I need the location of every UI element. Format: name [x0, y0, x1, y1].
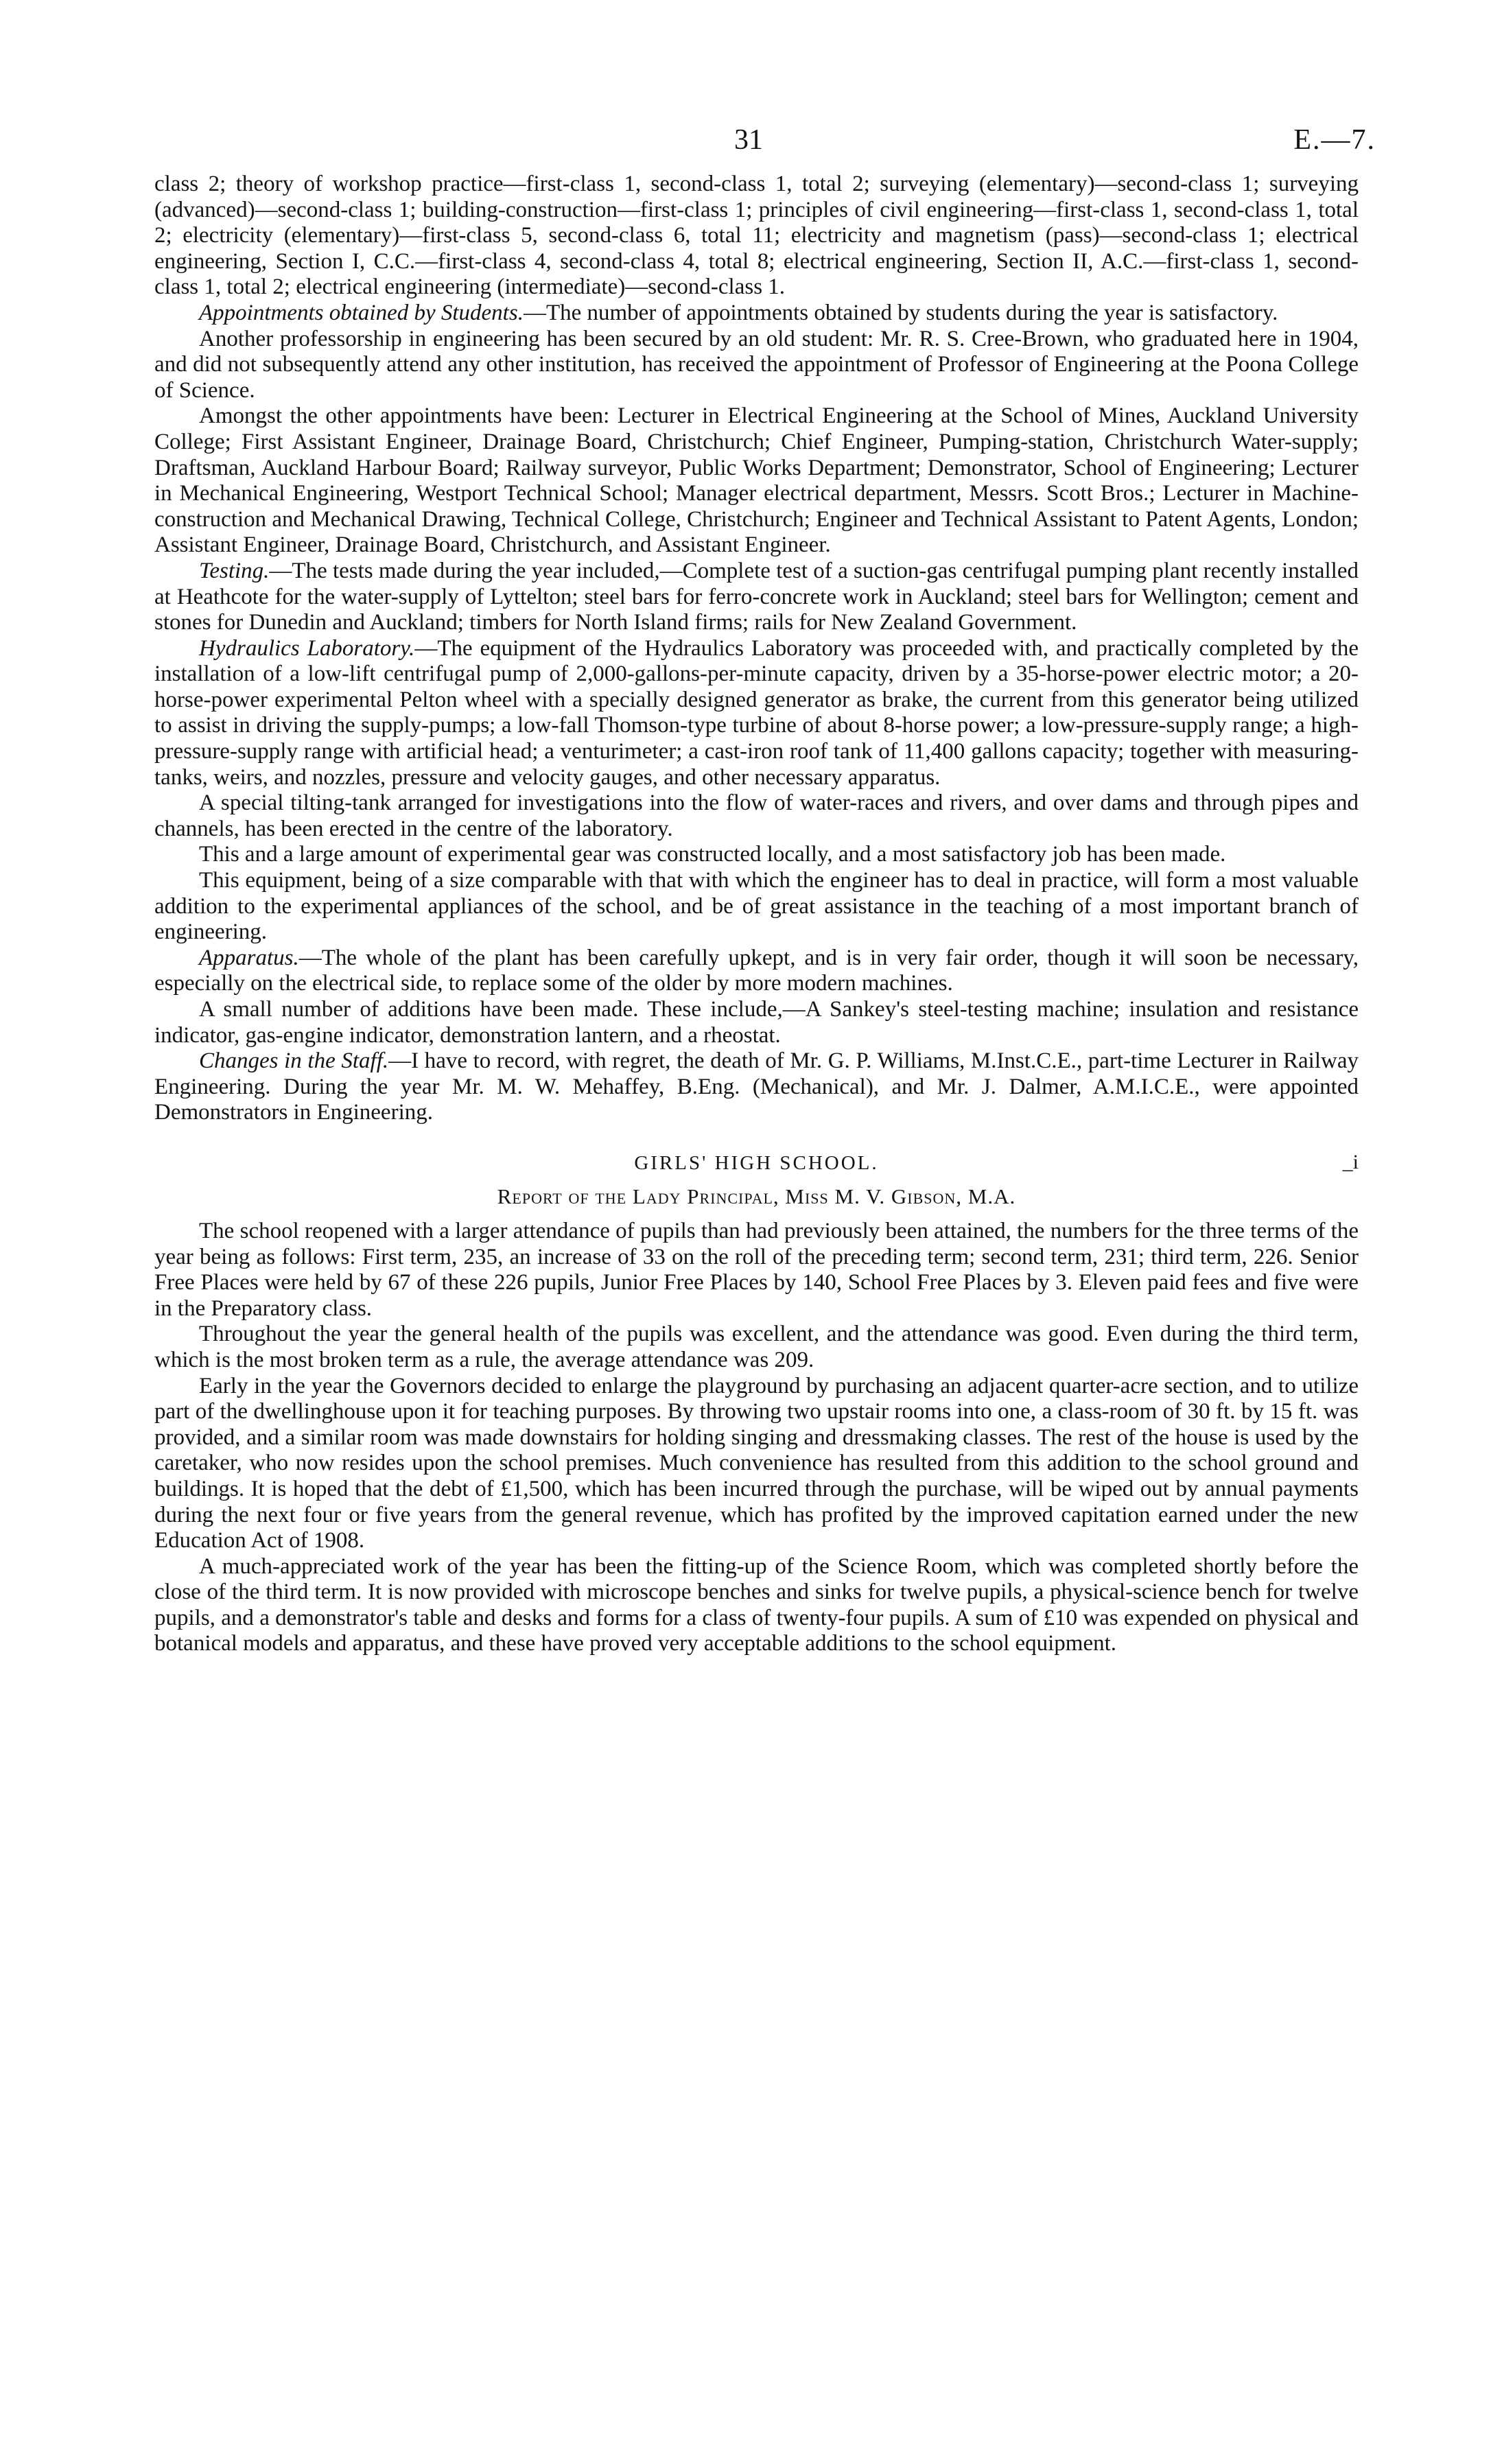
additions-paragraph: A small number of additions have been made. These include,—A Sankey's steel-testing machine; insulation and resistance indicator, gas-engine indicator, demonstration lantern, and a rheostat.: [154, 997, 1359, 1048]
page-header: [154, 124, 1376, 172]
gear-paragraph: This and a large amount of experimental gear was constructed locally, and a most satisfactory job has been made.: [199, 842, 1226, 867]
other-appointments-paragraph: Amongst the other appointments have been: Lecturer in Electrical Engineering at the School of Mines, Auckland University College; First Assistant Engineer, Drainage Board, Christchurch; Chief Engineer, Pumping-station, Christchurch Water-supply; Draftsman, Auckland Harbour Board; Railway surveyor, Public Works Department; Demonstrator, School of Engineering; Lecturer in Mechanical Engineering, Westport Technical School; Manager electrical department, Messrs. Scott Bros.; Lecturer in Machine-construction and Mechanical Drawing, Technical College, Christchurch; Engineer and Technical Assistant to Patent Agents, London; Assistant Engineer, Drainage Board, Christchurch, and Assistant Engineer.: [154, 403, 1359, 558]
professorship-paragraph: Another professorship in engineering has been secured by an old student: Mr. R. S. Cree-Brown, who graduated here in 1904, and did not subsequently attend any other institution, has received the appointment of Professor of Engineering at the Poona College of Science.: [154, 326, 1359, 403]
testing-lead: Testing.: [199, 558, 270, 583]
staff-paragraph: [154, 1048, 1359, 1126]
hydraulics-text: —The equipment of the Hydraulics Laboratory was proceeded with, and practically completed by the installation of a low-lift centrifugal pump of 2,000-gallons-per-minute capacity, driven by a 35-horse-power electric motor; a 20-horse-power experimental Pelton wheel with a specially designed generator as brake, the current from this generator being utilized to assist in driving the supply-pumps; a low-fall Thomson-type turbine of about 8-horse power; a low-pressure-supply range; a high-pressure-supply range with artificial head; a venturimeter; a cast-iron roof tank of 11,400 gallons capacity; together with measuring-tanks, weirs, and nozzles, pressure and velocity gauges, and other necessary apparatus.: [154, 635, 1359, 790]
appointments-text: —The number of appointments obtained by students during the year is satisfactory.: [523, 300, 1278, 325]
hydraulics-lead: Hydraulics Laboratory.: [199, 635, 415, 661]
document-page: [154, 124, 1376, 1657]
equipment-paragraph: This equipment, being of a size comparable with that with which the engineer has to deal in practice, will form a most valuable addition to the experimental appliances of the school, and be of great assistance in the teaching of a most important branch of engineering.: [154, 868, 1359, 945]
testing-text: —The tests made during the year included,—Complete test of a suction-gas centrifugal pumping plant recently installed at Heathcote for the water-supply of Lyttelton; steel bars for ferro-concrete work in Auckland; steel bars for Wellington; cement and stones for Dunedin and Auckland; timbers for North Island firms; rails for New Zealand Government.: [154, 558, 1359, 635]
appointments-lead: Appointments obtained by Students.: [199, 300, 524, 325]
apparatus-paragraph: [154, 946, 1359, 997]
report-title: Report of the Lady Principal, Miss M. V. Gibson, M.A.: [497, 1184, 1016, 1208]
staff-lead: Changes in the Staff.: [199, 1048, 389, 1074]
health-paragraph: Throughout the year the general health of the pupils was excellent, and the attendance was good. Even during the third term, which is the most broken term as a rule, the average attendance was 209.: [154, 1322, 1359, 1372]
engineering-section: [154, 172, 1359, 1126]
playground-paragraph: Early in the year the Governors decided to enlarge the playground by purchasing an adjacent quarter-acre section, and to utilize part of the dwellinghouse upon it for teaching purposes. By throwing two upstair rooms into one, a class-room of 30 ft. by 15 ft. was provided, and a similar room was made downstairs for holding singing and dressmaking classes. The rest of the house is used by the caretaker, who now resides upon the school premises. Much convenience has resulted from this addition to the school ground and buildings. It is hoped that the debt of £1,500, which has been incurred through the purchase, will be wiped out by annual payments during the next four or five years from the general revenue, which has profited by the improved capitation earned under the new Education Act of 1908.: [154, 1373, 1359, 1553]
intro-paragraph: class 2; theory of workshop practice—first-class 1, second-class 1, total 2; surveying (elementary)—second-class 1; surveying (advanced)—second-class 1; building-construction—first-class 1; principles of civil engineering—first-class 1, second-class 1, total 2; electricity (elementary)—first-class 5, second-class 6, total 11; electricity and magnetism (pass)—second-class 1; electrical engineering, Section I, C.C.—first-class 4, second-class 4, total 8; electrical engineering, Section II, A.C.—first-class 1, second-class 1, total 2; electrical engineering (intermediate)—second-class 1.: [154, 172, 1359, 300]
girls-school-heading-text: GIRLS' HIGH SCHOOL.: [634, 1151, 879, 1174]
page-number: 31: [734, 124, 763, 156]
document-reference: E.—7.: [1293, 124, 1376, 156]
testing-paragraph: [154, 559, 1359, 636]
reopened-paragraph: The school reopened with a larger attendance of pupils than had previously been attained, the numbers for the three terms of the year being as follows: First term, 235, an increase of 33 on the roll of the preceding term; second term, 231; third term, 226. Senior Free Places were held by 67 of these 226 pupils, Junior Free Places by 140, School Free Places by 3. Eleven paid fees and five were in the Preparatory class.: [154, 1218, 1359, 1321]
girls-school-heading: [154, 1152, 1359, 1175]
apparatus-lead: Apparatus.: [199, 945, 299, 970]
girls-school-section: [154, 1219, 1359, 1657]
tilting-tank-paragraph: A special tilting-tank arranged for investigations into the flow of water-races and rivers, and over dams and through pipes and channels, has been erected in the centre of the laboratory.: [154, 790, 1359, 841]
science-room-paragraph: A much-appreciated work of the year has been the fitting-up of the Science Room, which was completed shortly before the close of the third term. It is now provided with microscope benches and sinks for twelve pupils, a physical-science bench for twelve pupils, and a demonstrator's table and desks and forms for a class of twenty-four pupils. A sum of £10 was expended on physical and botanical models and apparatus, and these have proved very acceptable additions to the school equipment.: [154, 1553, 1359, 1656]
staff-text: —I have to record, with regret, the death of Mr. G. P. Williams, M.Inst.C.E., part-time Lecturer in Railway Engineering. During the year Mr. M. W. Mehaffey, B.Eng. (Mechanical), and Mr. J. Dalmer, A.M.I.C.E., were appointed Demonstrators in Engineering.: [154, 1048, 1359, 1125]
apparatus-text: —The whole of the plant has been carefully upkept, and is in very fair order, though it will soon be necessary, especially on the electrical side, to replace some of the older by more modern machines.: [154, 945, 1359, 996]
hydraulics-paragraph: [154, 636, 1359, 791]
heading-margin-mark: _i: [1342, 1150, 1359, 1173]
appointments-paragraph: [154, 301, 1359, 327]
